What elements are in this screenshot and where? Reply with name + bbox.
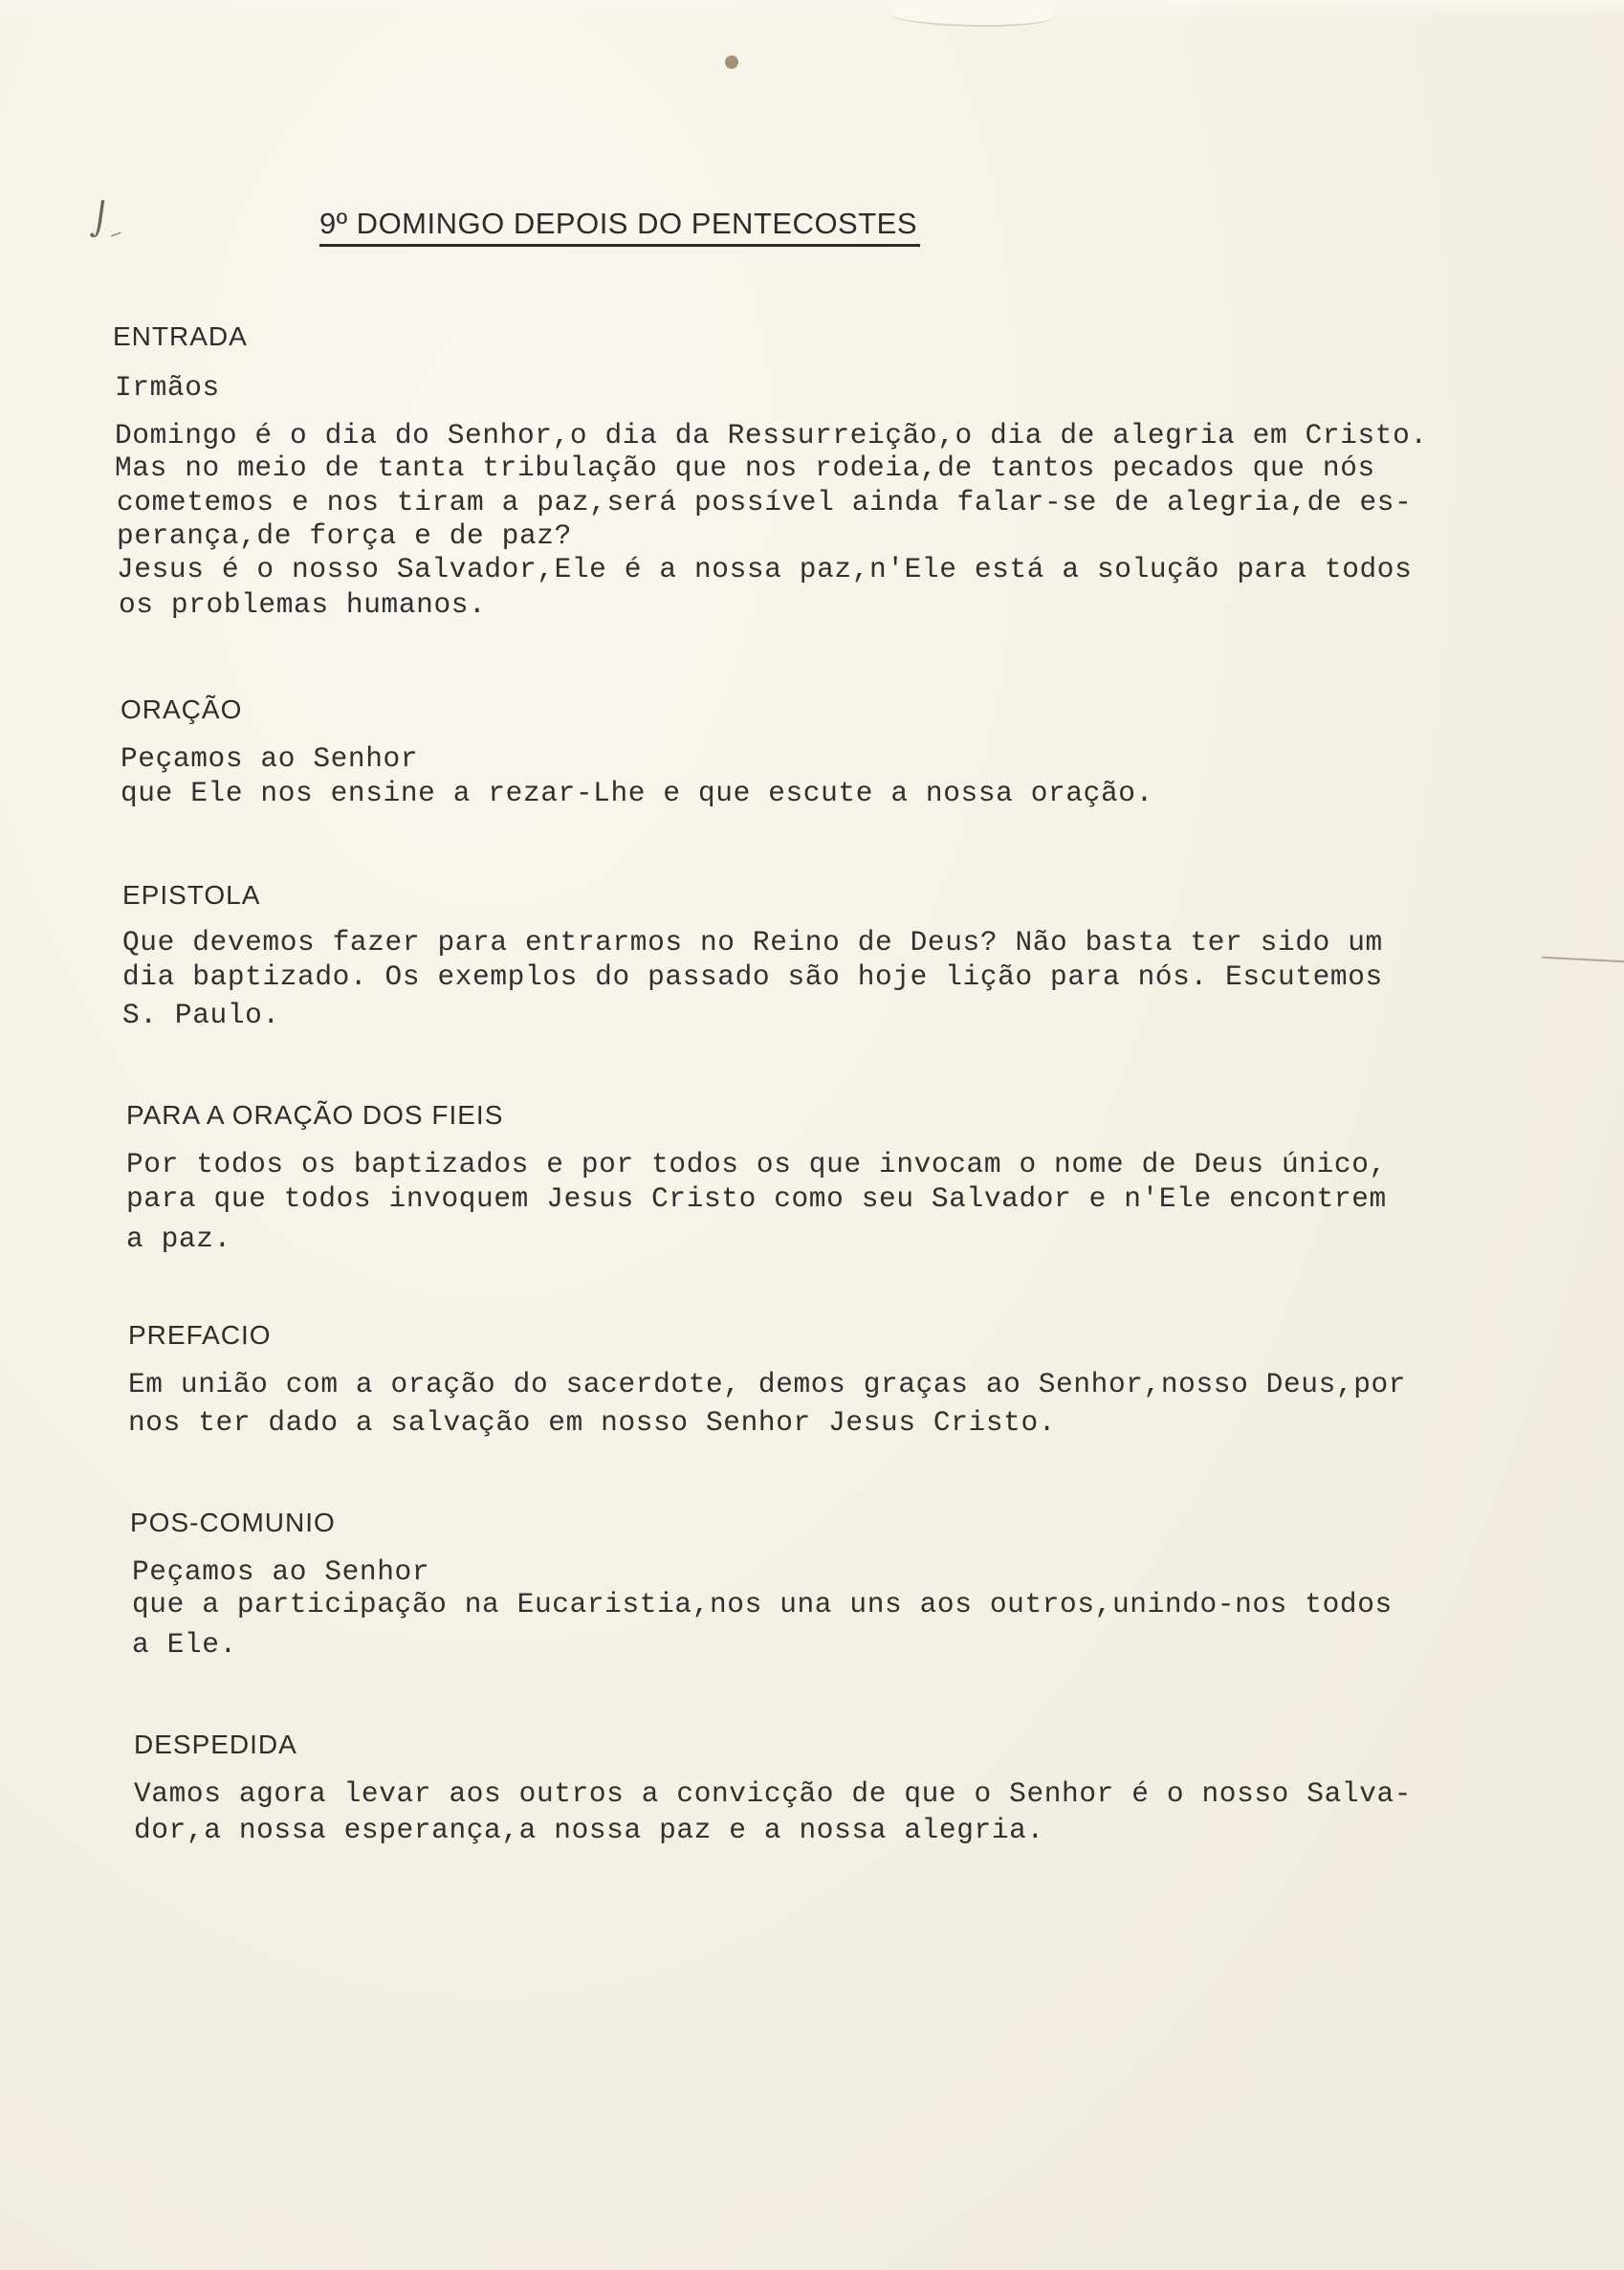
section-heading-pos-comunio: POS-COMUNIO: [130, 1508, 336, 1537]
oracao-fieis-line: a paz.: [126, 1223, 231, 1255]
section-heading-oracao-fieis: PARA A ORAÇÃO DOS FIEIS: [126, 1100, 504, 1130]
section-heading-prefacio: PREFACIO: [128, 1320, 272, 1350]
page-title: 9º DOMINGO DEPOIS DO PENTECOSTES: [319, 207, 918, 240]
page-top-edge: [0, 0, 1624, 19]
entrada-line: cometemos e nos tiram a paz,será possível ainda falar-se de alegria,de es-: [117, 486, 1413, 518]
entrada-line: Mas no meio de tanta tribulação que nos rodeia,de tantos pecados que nós: [115, 452, 1375, 484]
paper-stain: [725, 55, 738, 69]
entrada-line: os problemas humanos.: [119, 588, 487, 621]
oracao-line: que Ele nos ensine a rezar-Lhe e que escute a nossa oração.: [121, 777, 1153, 809]
despedida-line: Vamos agora levar aos outros a convicção de que o Senhor é o nosso Salva-: [134, 1777, 1413, 1810]
margin-fold-line: [1542, 957, 1624, 962]
pos-comunio-line: a Ele.: [132, 1628, 237, 1661]
prefacio-line: Em união com a oração do sacerdote, demos graças ao Senhor,nosso Deus,por: [128, 1368, 1407, 1400]
entrada-line: Domingo é o dia do Senhor,o dia da Ressurreição,o dia de alegria em Cristo.: [115, 419, 1428, 452]
margin-pencil-tick: ⸝: [107, 217, 128, 245]
section-heading-oracao: ORAÇÃO: [121, 694, 243, 724]
paper-tear: [889, 4, 1052, 27]
despedida-line: dor,a nossa esperança,a nossa paz e a nossa alegria.: [134, 1814, 1044, 1846]
epistola-line: S. Paulo.: [122, 999, 280, 1031]
prefacio-line: nos ter dado a salvação em nosso Senhor Jesus Cristo.: [128, 1406, 1057, 1439]
entrada-line: Jesus é o nosso Salvador,Ele é a nossa paz,n'Ele está a solução para todos: [117, 553, 1413, 585]
oracao-line: Peçamos ao Senhor: [121, 742, 419, 775]
margin-pencil-mark: ⌡: [89, 199, 112, 241]
section-heading-despedida: DESPEDIDA: [134, 1730, 297, 1759]
epistola-line: dia baptizado. Os exemplos do passado são hoje lição para nós. Escutemos: [122, 960, 1383, 993]
oracao-fieis-line: Por todos os baptizados e por todos os que invocam o nome de Deus único,: [126, 1148, 1387, 1180]
epistola-line: Que devemos fazer para entrarmos no Reino de Deus? Não basta ter sido um: [122, 926, 1383, 959]
pos-comunio-line: que a participação na Eucaristia,nos una uns aos outros,unindo-nos todos: [132, 1588, 1393, 1620]
entrada-line: Irmãos: [115, 371, 220, 404]
pos-comunio-line: Peçamos ao Senhor: [132, 1555, 430, 1588]
oracao-fieis-line: para que todos invoquem Jesus Cristo como seu Salvador e n'Ele encontrem: [126, 1182, 1387, 1215]
section-heading-entrada: ENTRADA: [113, 321, 248, 351]
entrada-line: perança,de força e de paz?: [117, 519, 572, 552]
section-heading-epistola: EPISTOLA: [122, 880, 261, 910]
title-underline: [319, 244, 920, 247]
